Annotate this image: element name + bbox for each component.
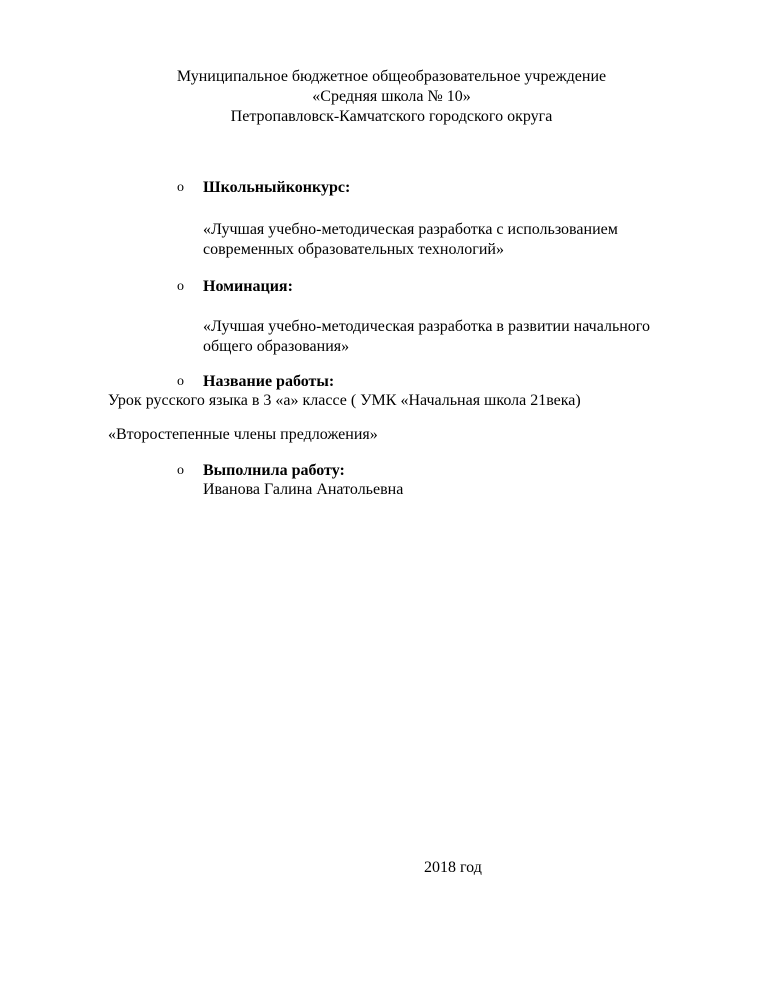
author-name: Иванова Галина Анатольевна — [203, 481, 404, 498]
bullet-nomination: o — [177, 279, 184, 294]
bullet-author: o — [177, 463, 184, 478]
header-line-1: Муниципальное бюджетное общеобразовательное учреждение — [176, 68, 607, 85]
contest-text-line-2: современных образовательных технологий» — [203, 241, 504, 258]
bullet-contest: o — [177, 180, 184, 195]
work-title-heading: Название работы: — [203, 373, 335, 390]
header-line-2: «Средняя школа № 10» — [312, 88, 471, 105]
nomination-heading: Номинация: — [203, 278, 293, 295]
contest-text-line-1: «Лучшая учебно-методическая разработка с использованием — [203, 221, 618, 238]
work-title-topic: «Второстепенные члены предложения» — [108, 426, 378, 443]
bullet-work-title: o — [177, 374, 184, 389]
work-title-lesson: Урок русского языка в 3 «а» классе ( УМК «Начальная школа 21века) — [108, 392, 581, 409]
author-heading: Выполнила работу: — [203, 462, 345, 479]
contest-heading: Школьныйконкурс: — [203, 179, 351, 196]
header-line-3: Петропавловск-Камчатского городского округа — [230, 108, 553, 125]
nomination-text-line-2: общего образования» — [203, 338, 350, 355]
nomination-text-line-1: «Лучшая учебно-методическая разработка в развитии начального — [203, 318, 650, 335]
footer-year: 2018 год — [424, 859, 482, 876]
